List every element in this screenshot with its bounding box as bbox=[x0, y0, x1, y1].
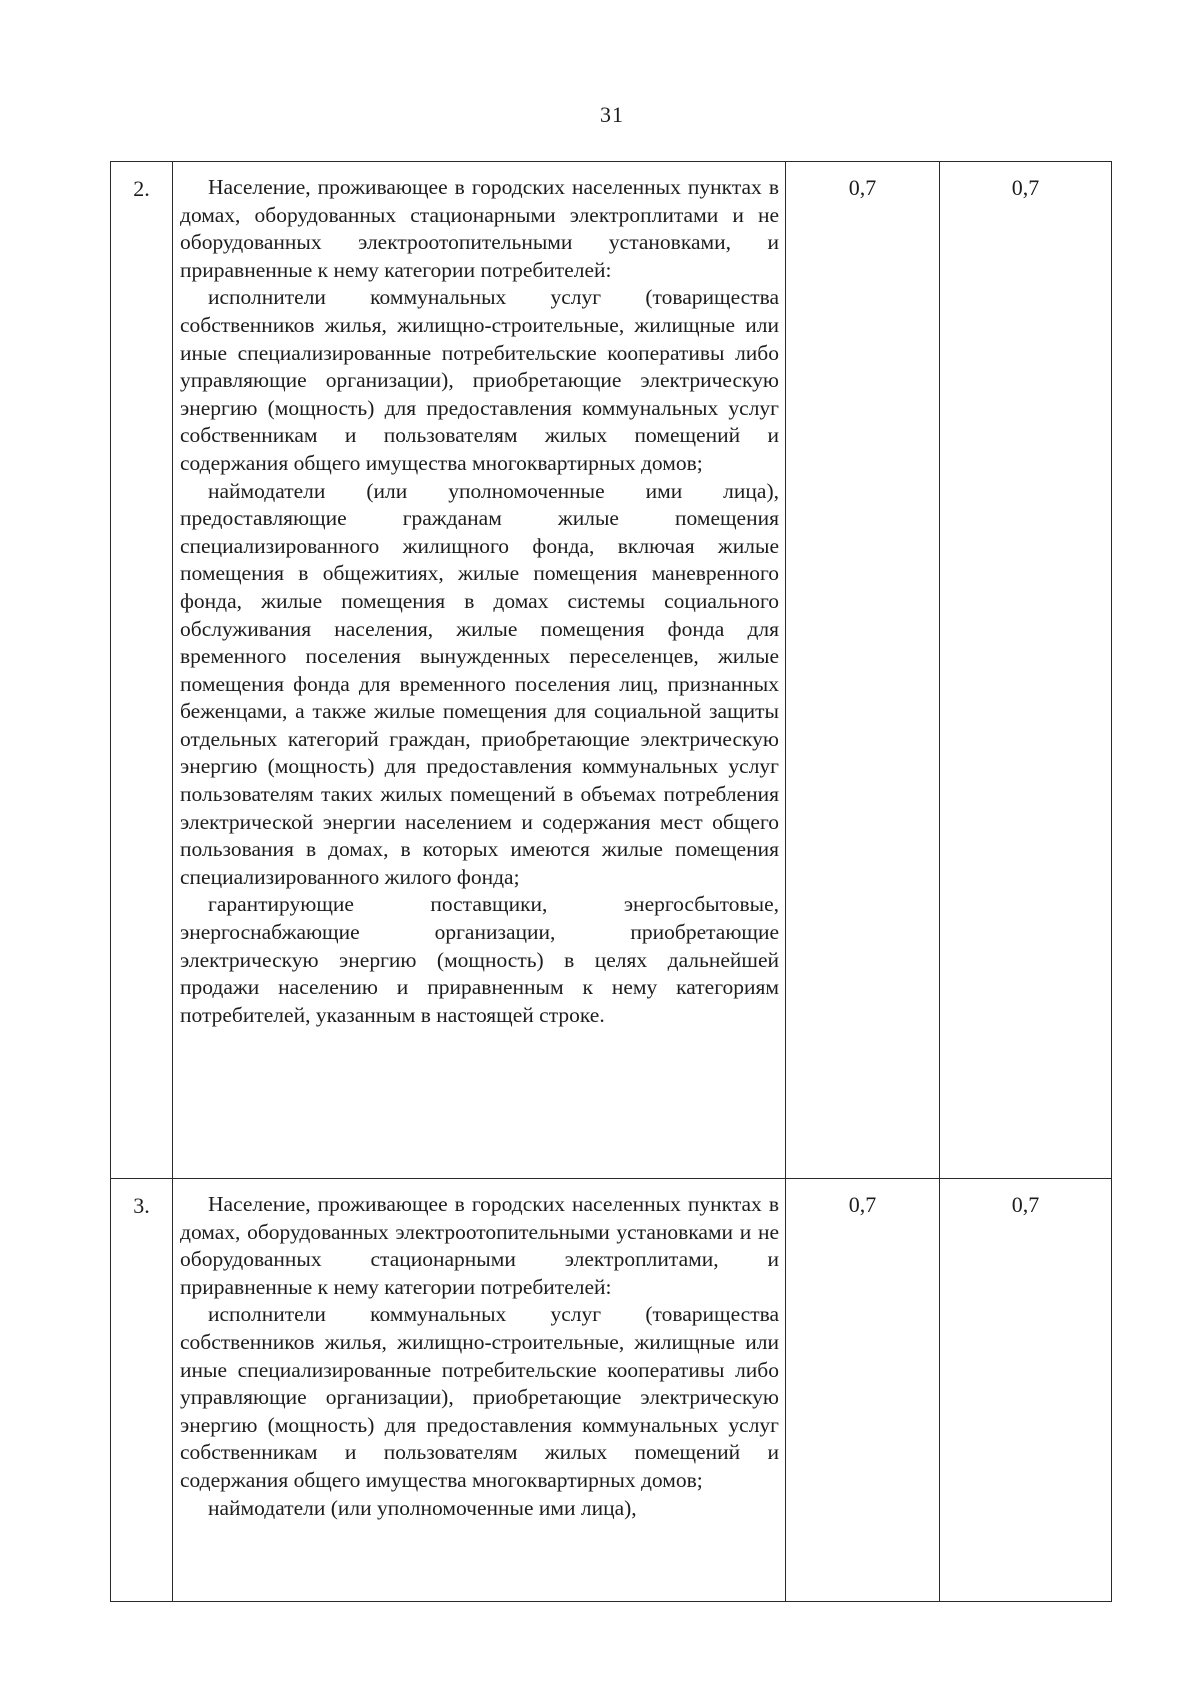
description-paragraph: Население, проживающее в городских населенных пунктах в домах, оборудованных электроотопительными установками и не оборудованных стационарными электроплитами, и приравненные к нему категории потребителей: bbox=[180, 1192, 779, 1299]
table-row bbox=[111, 162, 1112, 1179]
row-value-2: 0,7 bbox=[940, 1179, 1112, 1602]
row-description bbox=[173, 1179, 786, 1602]
description-paragraph: наймодатели (или уполномоченные ими лица), bbox=[208, 1495, 637, 1520]
description-paragraph: Население, проживающее в городских населенных пунктах в домах, оборудованных стационарными электроплитами и не оборудованных электроотопительными установками, и приравненные к нему категории потребителей: bbox=[180, 175, 779, 282]
description-paragraph: исполнители коммунальных услуг (товарищества собственников жилья, жилищно-строительные, жилищные или иные специализированные потребительские кооперативы либо управляющие организации), приобретающие электрическую энергию (мощность) для предоставления коммунальных услуг собственникам и пользователям жилых помещений и содержания общего имущества многоквартирных домов; bbox=[180, 285, 779, 475]
page-number: 31 bbox=[600, 102, 624, 127]
tariff-table bbox=[110, 161, 1112, 1602]
row-number: 3. bbox=[111, 1179, 173, 1602]
description-paragraph: исполнители коммунальных услуг (товарищества собственников жилья, жилищно-строительные, жилищные или иные специализированные потребительские кооперативы либо управляющие организации), приобретающие электрическую энергию (мощность) для предоставления коммунальных услуг собственникам и пользователям жилых помещений и содержания общего имущества многоквартирных домов; bbox=[180, 1302, 779, 1492]
row-description bbox=[173, 162, 786, 1179]
row-value-1: 0,7 bbox=[786, 1179, 940, 1602]
row-number: 2. bbox=[111, 162, 173, 1179]
row-value-1: 0,7 bbox=[786, 162, 940, 1179]
description-paragraph: гарантирующие поставщики, энергосбытовые, энергоснабжающие организации, приобретающие электрическую энергию (мощность) в целях дальнейшей продажи населению и приравненным к нему категориям потребителей, указанным в настоящей строке. bbox=[180, 892, 779, 1027]
table-row bbox=[111, 1179, 1112, 1602]
row-value-2: 0,7 bbox=[940, 162, 1112, 1179]
description-paragraph: наймодатели (или уполномоченные ими лица), предоставляющие гражданам жилые помещения специализированного жилищного фонда, включая жилые помещения в общежитиях, жилые помещения маневренного фонда, жилые помещения в домах системы социального обслуживания населения, жилые помещения фонда для временного поселения вынужденных переселенцев, жилые помещения фонда для временного поселения лиц, признанных беженцами, а также жилые помещения для социальной защиты отдельных категорий граждан, приобретающие электрическую энергию (мощность) для предоставления коммунальных услуг пользователям таких жилых помещений в объемах потребления электрической энергии населением и содержания мест общего пользования в домах, в которых имеются жилые помещения специализированного жилого фонда; bbox=[180, 478, 779, 889]
